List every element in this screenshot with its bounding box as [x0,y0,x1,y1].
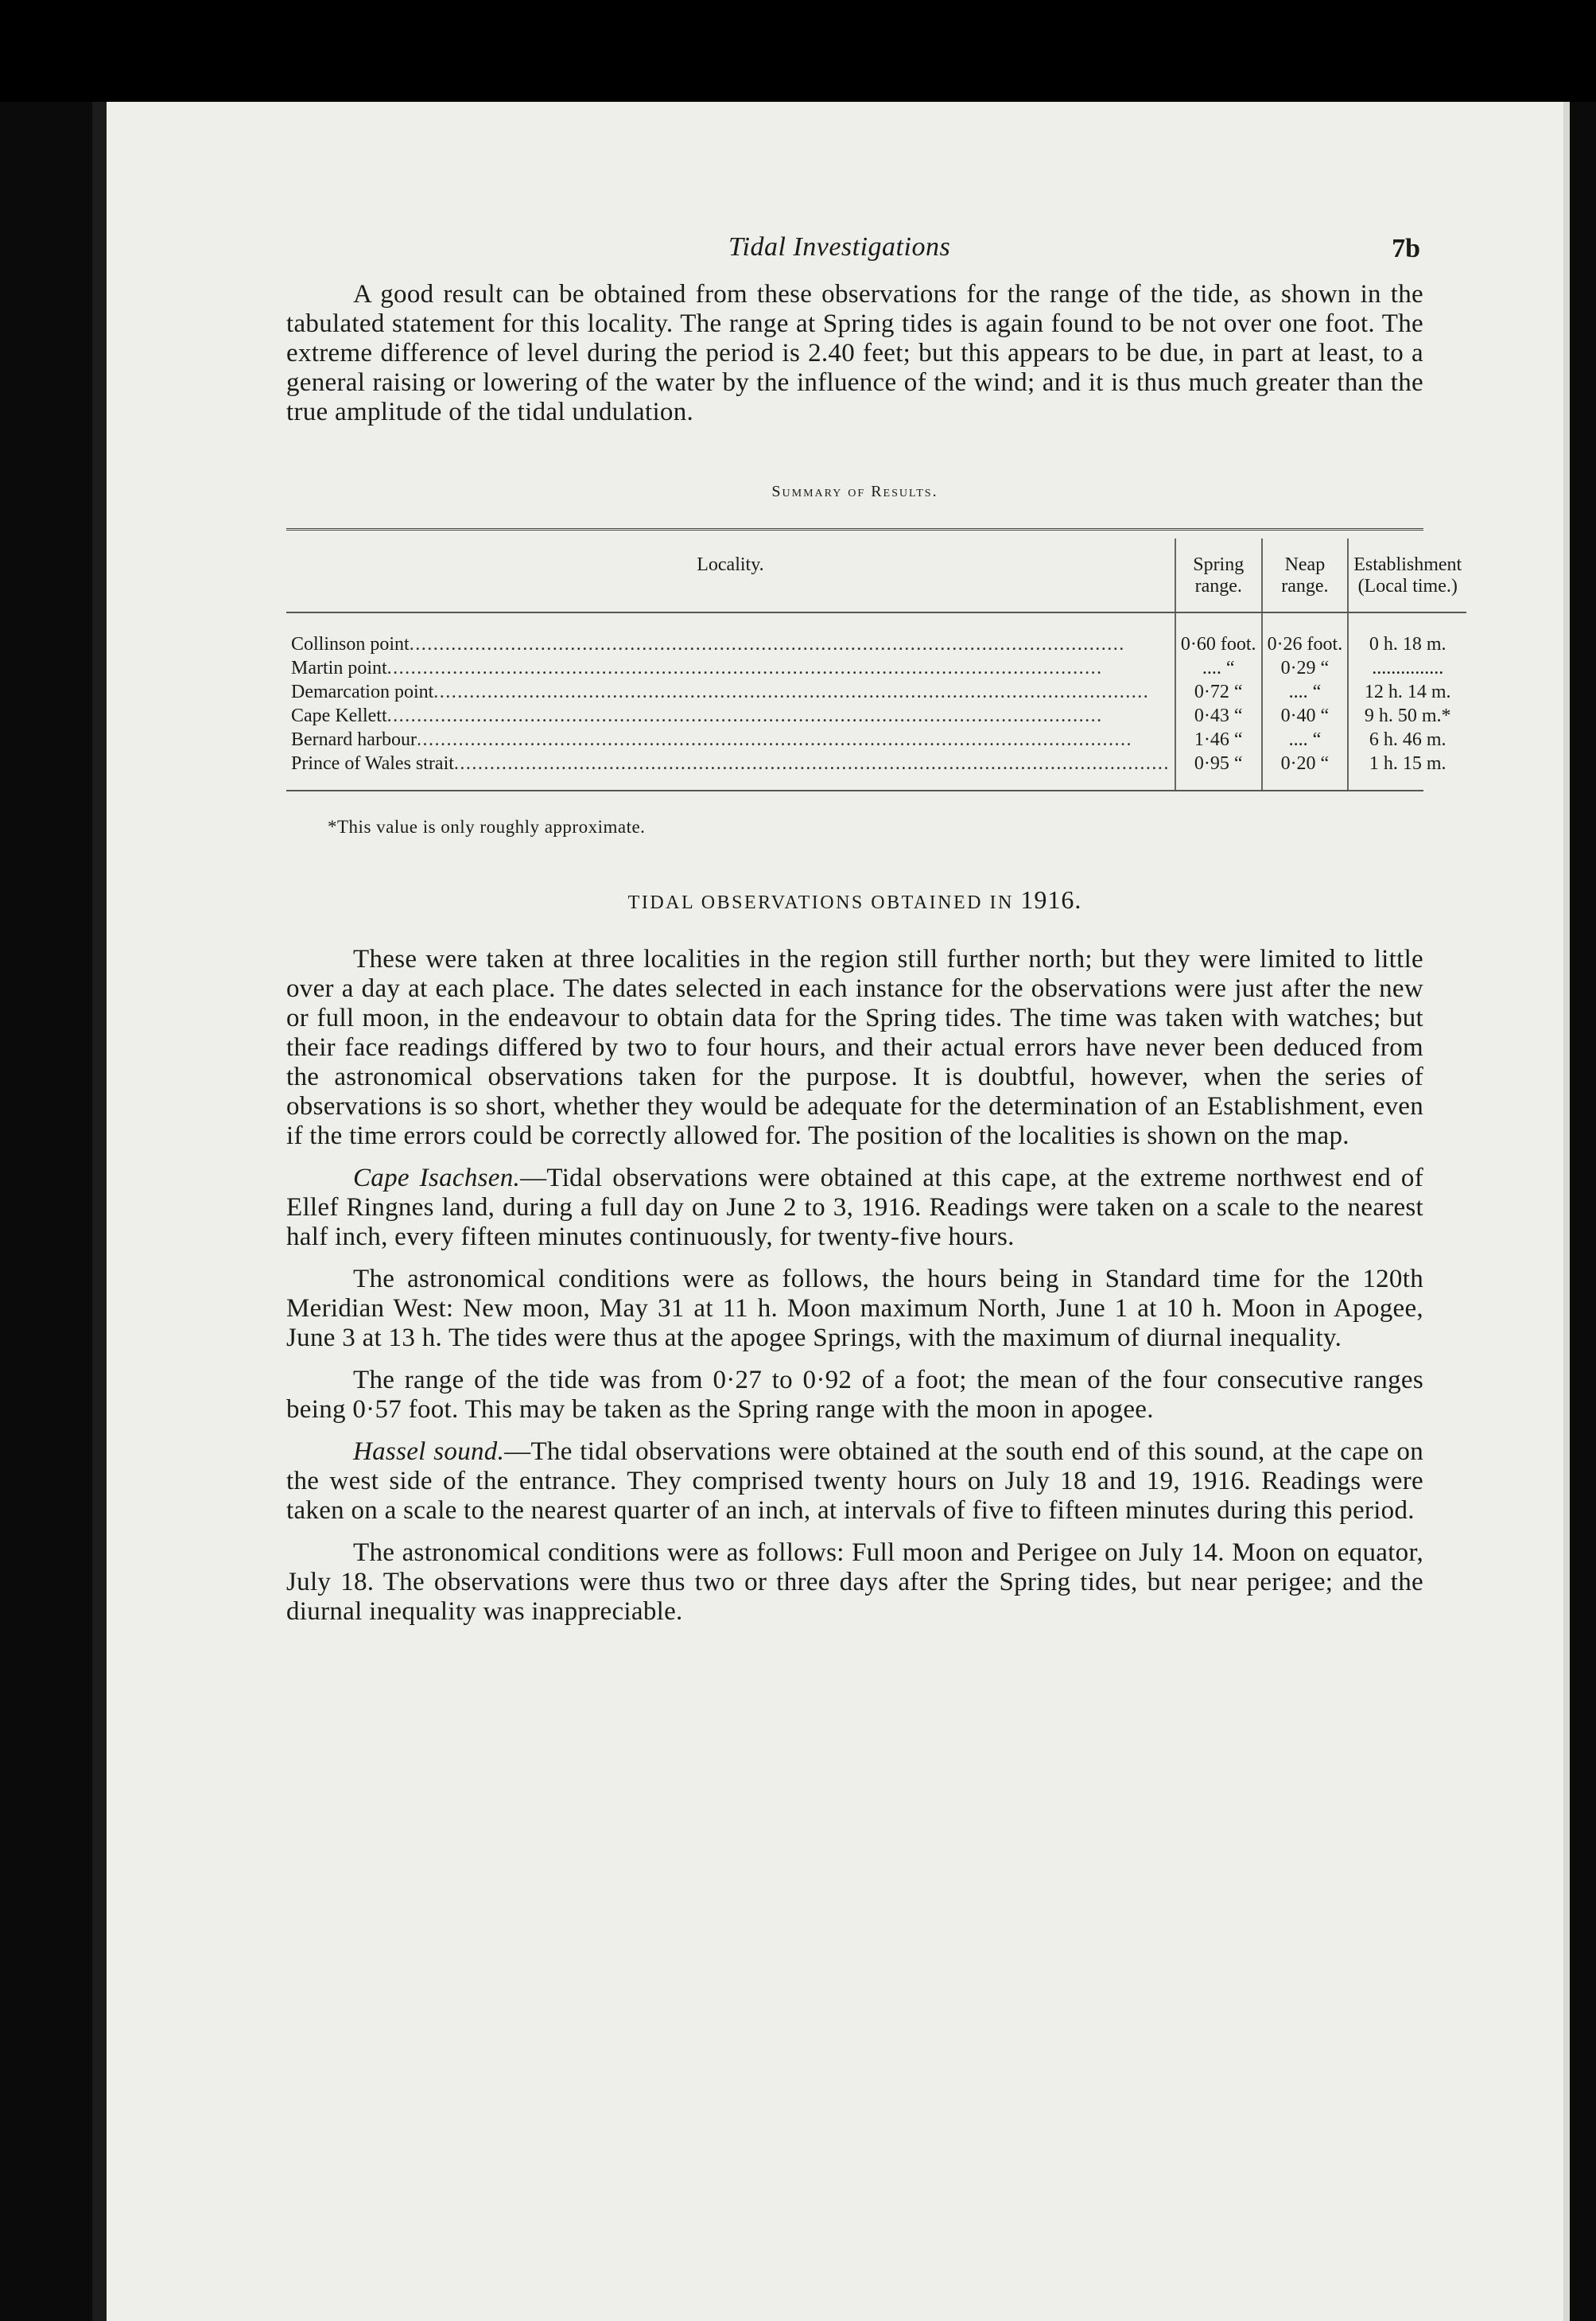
column-header-locality: Locality. [286,538,1175,612]
locality-name: Bernard harbour [291,729,417,750]
summary-table-body [286,612,1466,790]
paragraph-text: —The tidal observations were obtained at the south end of this sound, at the cape on the west side of the entrance. They comprised twenty hours on July 18 and 19, 1916. Readings were taken on a scale to the nearest quarter of an inch, at intervals of five to fifteen minutes during this period. [286,1437,1424,1525]
locality-name: Cape Kellett [291,705,387,726]
establishment-cell: 1 h. 15 m. [1348,752,1466,790]
body-text [286,945,1423,1627]
table-row [286,680,1466,704]
leader-dots: ........................................................................................................................ [409,633,1125,655]
running-head [286,232,1423,280]
establishment-cell: 6 h. 46 m. [1348,728,1466,752]
column-header-neap: Neap range. [1262,538,1349,612]
section-heading-year: 1916. [1020,885,1082,914]
neap-range-cell: .... “ [1262,728,1349,752]
body-paragraph [286,945,1423,1151]
table-row [286,612,1466,656]
spring-range-cell: 1·46 “ [1175,728,1262,752]
spring-range-cell: 0·43 “ [1175,704,1262,728]
body-paragraph [286,1437,1423,1526]
locality-cell [286,704,1175,728]
column-header-spring: Spring range. [1175,538,1262,612]
locality-cell [286,680,1175,704]
body-paragraph [286,1164,1423,1252]
scan-border [0,0,1596,102]
establishment-cell: 12 h. 14 m. [1348,680,1466,704]
table-top-rule [286,528,1423,534]
intro-paragraph: A good result can be obtained from these observations for the range of the tide, as shown in the tabulated statement for this locality. The range at Spring tides is again found to be not over one foot. The extreme difference of level during the period is 2.40 feet; but this appears to be due, in part at least, to a general raising or lowering of the water by the influence of the wind; and it is thus much greater than the true amplitude of the tidal undulation. [286,280,1423,426]
paragraph-text: The astronomical conditions were as follows, the hours being in Standard time for the 120th Meridian West: New moon, May 31 at 11 h. Moon maximum North, June 1 at 10 h. Moon in Apogee, June 3 at 13 h. The tides were thus at the apogee Springs, with the maximum of diurnal inequality. [286,1265,1423,1352]
neap-range-cell: .... “ [1262,680,1349,704]
leader-dots: ........................................................................................................................ [416,729,1132,750]
body-paragraph [286,1538,1423,1627]
summary-table [286,538,1466,790]
spring-range-cell: .... “ [1175,656,1262,680]
spring-range-cell: 0·72 “ [1175,680,1262,704]
locality-cell [286,612,1175,656]
table-row [286,656,1466,680]
locality-name: Martin point [291,657,387,678]
body-paragraph [286,1265,1423,1353]
table-row [286,752,1466,790]
paragraph-text: —Tidal observations were obtained at this cape, at the extreme northwest end of Ellef Ringnes land, during a full day on June 2 to 3, 1916. Readings were taken on a scale to the nearest half inch, every fifteen minutes continuously, for twenty-five hours. [286,1164,1423,1251]
establishment-cell: 9 h. 50 m.* [1348,704,1466,728]
leader-dots: ........................................................................................................................ [386,705,1103,726]
table-header-row [286,538,1466,612]
section-heading [286,885,1423,915]
leader-dots: ........................................................................................................................ [453,752,1170,774]
spring-range-cell: 0·60 foot. [1175,612,1262,656]
page-content [286,232,1462,1627]
leader-dots: ........................................................................................................................ [433,681,1150,702]
establishment-cell: 0 h. 18 m. [1348,612,1466,656]
table-row [286,704,1466,728]
paragraph-lead-italic: Hassel sound. [353,1437,505,1466]
book-page [92,102,1570,2321]
locality-cell [286,728,1175,752]
locality-name: Prince of Wales strait [291,752,454,774]
locality-cell [286,752,1175,790]
spring-range-cell: 0·95 “ [1175,752,1262,790]
neap-range-cell: 0·40 “ [1262,704,1349,728]
page-number: 7b [1392,234,1420,263]
section-heading-text: TIDAL OBSERVATIONS OBTAINED IN [627,892,1014,913]
paragraph-lead-italic: Cape Isachsen. [353,1164,521,1192]
neap-range-cell: 0·20 “ [1262,752,1349,790]
establishment-cell: ............... [1348,656,1466,680]
locality-name: Collinson point [291,633,410,655]
paragraph-text: These were taken at three localities in the region still further north; but they were limited to little over a day at each place. The dates selected in each instance for the observations were just after the new or full moon, in the endeavour to obtain data for the Spring tides. The time was taken with watches; but their face readings differed by two to four hours, and their actual errors have never been deduced from the astronomical observations taken for the purpose. It is doubtful, however, when the series of observations is so short, whether they would be adequate for the determination of an Establishment, even if the time errors could be correctly allowed for. The position of the localities is shown on the map. [286,945,1423,1150]
table-footnote: *This value is only roughly approximate. [328,817,646,837]
neap-range-cell: 0·29 “ [1262,656,1349,680]
locality-cell [286,656,1175,680]
table-row [286,728,1466,752]
table-bottom-rule [286,790,1423,791]
paragraph-text: The astronomical conditions were as follows: Full moon and Perigee on July 14. Moon on equator, July 18. The observations were thus two or three days after the Spring tides, but near perigee; and the diurnal inequality was inappreciable. [286,1538,1423,1626]
leader-dots: ........................................................................................................................ [386,657,1103,678]
neap-range-cell: 0·26 foot. [1262,612,1349,656]
body-paragraph [286,1366,1423,1425]
summary-heading: Summary of Results. [771,483,938,500]
paragraph-text: The range of the tide was from 0·27 to 0·92 of a foot; the mean of the four consecutive ranges being 0·57 foot. This may be taken as the Spring range with the moon in apogee. [286,1366,1423,1424]
locality-name: Demarcation point [291,681,434,702]
running-head-title: Tidal Investigations [728,232,951,262]
column-header-establishment: Establishment (Local time.) [1348,538,1466,612]
